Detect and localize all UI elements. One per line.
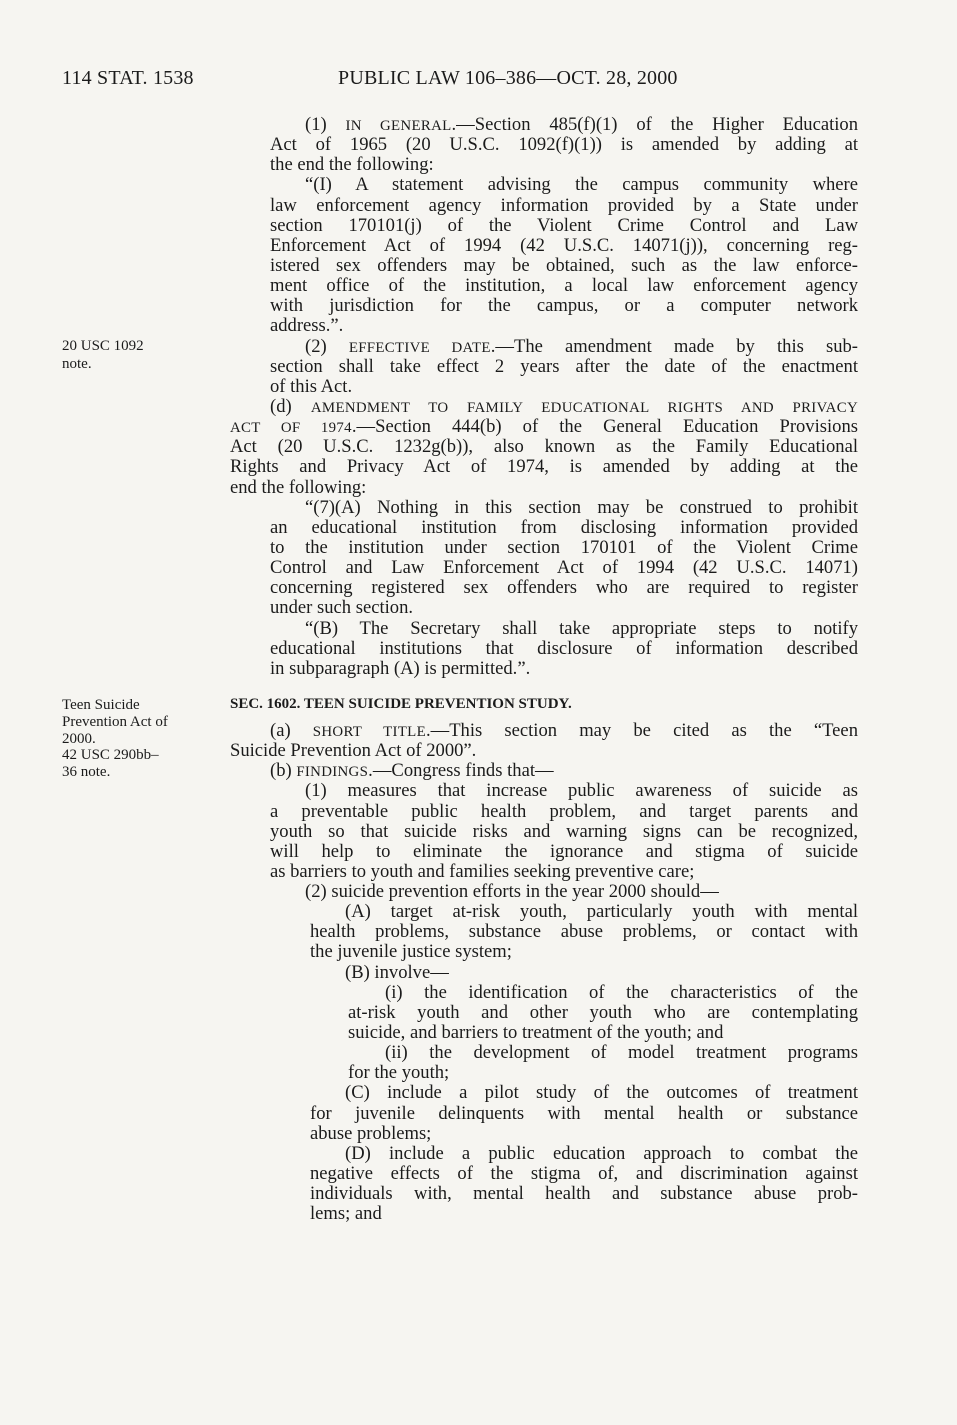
para-in-general [230, 115, 858, 175]
text-line: of this Act. [270, 375, 353, 397]
text-line: 36 note. [62, 764, 111, 781]
text-line: in subparagraph (A) is permitted.”. [270, 657, 531, 679]
text-line: (i) the identification of the characteristics of the [385, 981, 858, 1003]
finding-1 [230, 781, 858, 882]
small-caps-heading: AMENDMENT TO FAMILY EDUCATIONAL RIGHTS AND PRIVACY [310, 399, 858, 416]
text-line: (2) EFFECTIVE DATE.—The amendment made by this sub- [305, 335, 858, 357]
para-effective-date [230, 337, 858, 397]
para-findings [230, 761, 858, 781]
quote-campus-statement [230, 175, 858, 336]
margin-note-20-usc-1092 [62, 337, 144, 373]
text-line: istered sex offenders may be obtained, such as the law enforce- [270, 254, 858, 276]
text-line: the juvenile justice system; [310, 941, 512, 963]
small-caps-heading: FINDINGS [296, 764, 369, 781]
text-line: with jurisdiction for the campus, or a computer network [270, 295, 858, 317]
text-line: (1) IN GENERAL.—Section 485(f)(1) of the Higher Education [305, 114, 858, 135]
text-line: youth so that suicide risks and warning signs can be recognized, [270, 820, 858, 842]
quote-7a [230, 498, 858, 619]
text-line: negative effects of the stigma of, and discrimination against [310, 1163, 858, 1185]
text-line: (D) include a public education approach to combat the [345, 1142, 858, 1164]
text-line: (A) target at-risk youth, particularly youth with mental [345, 901, 858, 923]
text-line: (B) involve— [345, 961, 449, 983]
running-head-page: 114 STAT. 1538 [62, 67, 194, 89]
text-line: (1) measures that increase public awareness of suicide as [305, 780, 858, 802]
finding-2-b-i [230, 983, 858, 1043]
finding-2 [230, 882, 858, 902]
text-line: suicide, and barriers to treatment of the youth; and [348, 1022, 724, 1044]
text-line: health problems, substance abuse problems, or contact with [310, 921, 858, 943]
text-line: concerning registered sex offenders who are required to register [270, 577, 858, 599]
text-line: at-risk youth and other youth who are contemplating [348, 1001, 858, 1023]
text-line: Act of 1965 (20 U.S.C. 1092(f)(1)) is amended by adding at [270, 134, 858, 156]
text-line: Teen Suicide [62, 697, 140, 713]
margin-note-teen-suicide [62, 697, 168, 781]
text-line: Enforcement Act of 1994 (42 U.S.C. 14071(j)), concerning reg- [270, 234, 858, 256]
text-line: ACT OF 1974.—Section 444(b) of the General Education Provisions [230, 416, 859, 438]
finding-2-c [230, 1083, 858, 1143]
text-line: the end the following: [270, 154, 434, 176]
text-line: an educational institution from disclosing information provided [270, 516, 858, 538]
text-line: a preventable public health problem, and target parents and [270, 800, 858, 822]
text-line: address.”. [270, 315, 344, 337]
text-line: Act (20 U.S.C. 1232g(b)), also known as the Family Educational [230, 436, 858, 458]
text-line: (C) include a pilot study of the outcomes of treatment [345, 1082, 858, 1104]
text-line: (ii) the development of model treatment programs [385, 1042, 858, 1064]
text-line: “(7)(A) Nothing in this section may be construed to prohibit [305, 496, 858, 518]
small-caps-heading: SHORT TITLE [312, 723, 426, 740]
text-line: law enforcement agency information provided by a State under [270, 194, 858, 216]
text-line: section 170101(j) of the Violent Crime Control and Law [270, 214, 858, 236]
small-caps-heading: IN GENERAL [345, 118, 452, 134]
text-line: Control and Law Enforcement Act of 1994 (42 U.S.C. 14071) [270, 557, 858, 579]
text-line: 2000. [62, 730, 96, 747]
text-line: to the institution under section 170101 of the Violent Crime [270, 536, 858, 558]
law-text [230, 115, 858, 1224]
para-ferpa-amendment [230, 397, 858, 498]
text-line: individuals with, mental health and substance abuse prob- [310, 1183, 858, 1205]
text-line: Prevention Act of [62, 713, 168, 730]
text-line: ment office of the institution, a local law enforcement agency [270, 275, 858, 297]
text-line: Suicide Prevention Act of 2000”. [230, 740, 477, 762]
text-line: for juvenile delinquents with mental health or substance [310, 1102, 858, 1124]
text-line: section shall take effect 2 years after the date of the enactment [270, 355, 858, 377]
text-line: will help to eliminate the ignorance and stigma of suicide [270, 840, 858, 862]
text-line: lems; and [310, 1203, 382, 1225]
text-line: (2) suicide prevention efforts in the year 2000 should— [305, 881, 719, 903]
text-line: end the following: [230, 476, 367, 498]
running-head-title: PUBLIC LAW 106–386—OCT. 28, 2000 [338, 67, 678, 89]
finding-2-a [230, 902, 858, 962]
text-line: 42 USC 290bb– [62, 747, 159, 764]
section-heading: SEC. 1602. TEEN SUICIDE PREVENTION STUDY. [230, 695, 572, 712]
text-line: as barriers to youth and families seeking preventive care; [270, 860, 695, 882]
finding-2-b-ii [230, 1043, 858, 1083]
finding-2-b [230, 963, 858, 983]
quote-b [230, 619, 858, 679]
finding-2-d [230, 1144, 858, 1225]
text-line: under such section. [270, 597, 414, 619]
text-line: “(I) A statement advising the campus community where [305, 174, 858, 196]
text-line: educational institutions that disclosure of information described [270, 637, 858, 659]
text-line: note. [62, 356, 92, 372]
text-line: (a) SHORT TITLE.—This section may be cited as the “Teen [270, 719, 858, 741]
text-line: “(B) The Secretary shall take appropriate steps to notify [305, 617, 858, 639]
small-caps-heading: EFFECTIVE DATE [348, 339, 491, 356]
text-line: for the youth; [348, 1062, 450, 1084]
para-short-title [230, 721, 858, 761]
small-caps-heading: ACT OF 1974 [230, 420, 352, 437]
text-line: 20 USC 1092 [62, 338, 144, 354]
text-line: (b) FINDINGS.—Congress finds that— [270, 760, 554, 782]
text-line: (d) AMENDMENT TO FAMILY EDUCATIONAL RIGHTS AND PRIVACY [270, 395, 858, 417]
text-line: abuse problems; [310, 1122, 432, 1144]
text-line: Rights and Privacy Act of 1974, is amended by adding at the [230, 456, 858, 478]
